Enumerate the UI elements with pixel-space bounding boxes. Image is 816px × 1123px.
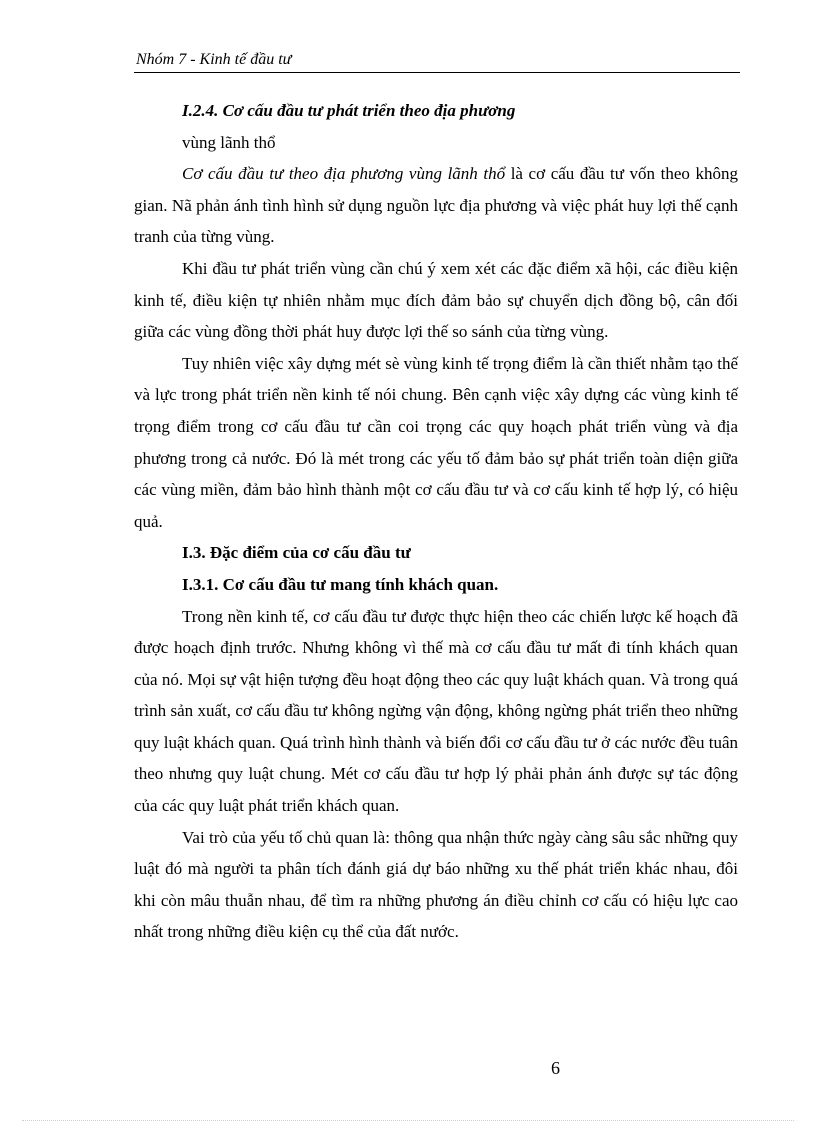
section-heading-1-2-4-continued: vùng lãnh thổ (182, 132, 276, 152)
paragraph-regional-development: Khi đầu tư phát triển vùng cần chú ý xem xét các đặc điểm xã hội, các điều kiện kinh tế, điều kiện tự nhiên nhằm mục đích đảm bảo sự chuyển dịch đồng bộ, cân đối giữa các vùng đồng thời phát huy được lợi thế so sánh của từng vùng. (134, 258, 738, 342)
section-heading-1-3: I.3. Đặc điểm của cơ cấu đầu tư (182, 543, 411, 563)
paragraph-regional-structure-text: là cơ cấu đầu tư vốn theo không gian. Nã phản ánh tình hình sử dụng nguồn lực địa phương và việc phát huy lợi thế cạnh tranh của từng vùng. (134, 164, 738, 247)
page-bottom-divider (22, 1120, 794, 1121)
document-body (134, 95, 738, 948)
page-header (134, 48, 740, 73)
paragraph-key-economic-zones: Tuy nhiên việc xây dựng mét sè vùng kinh tế trọng điểm là cần thiết nhằm tạo thế và lực trong phát triển nền kinh tế nói chung. Bên cạnh việc xây dựng các vùng kinh tế trọng điểm trong cơ cấu đầu tư cần coi trọng các quy hoạch phát triển vùng và địa phương trong cả nước. Đó là mét trong các yếu tố đảm bảo sự phát triển toàn diện giữa các vùng miền, đảm bảo hình thành một cơ cấu đầu tư và cơ cấu kinh tế hợp lý, có hiệu quả. (134, 353, 738, 531)
header-title: Nhóm 7 - Kinh tế đầu tư (136, 51, 292, 68)
section-heading-1-3-1: I.3.1. Cơ cấu đầu tư mang tính khách quan. (182, 574, 499, 594)
term-regional-structure: Cơ cấu đầu tư theo địa phương vùng lãnh thổ (182, 164, 506, 184)
page-number: 6 (551, 1058, 560, 1078)
section-heading-1-2-4: I.2.4. Cơ cấu đầu tư phát triển theo địa phương (182, 101, 516, 120)
paragraph-regional-structure (134, 158, 738, 253)
paragraph-objectivity: Trong nền kinh tế, cơ cấu đầu tư được thực hiện theo các chiến lược kế hoạch đã được hoạch định trước. Nhưng không vì thế mà cơ cấu đầu tư mất đi tính khách quan của nó. Mọi sự vật hiện tượng đều hoạt động theo các quy luật khách quan. Và trong quá trình sản xuất, cơ cấu đầu tư không ngừng vận động, không ngừng phát triển theo những quy luật khách quan. Quá trình hình thành và biến đổi cơ cấu đầu tư ở các nước đều tuân theo nhưng quy luật chung. Mét cơ cấu đầu tư hợp lý phải phản ánh được sự tác động của các quy luật phát triển khách quan. (134, 606, 739, 816)
paragraph-subjective-role: Vai trò của yếu tố chủ quan là: thông qua nhận thức ngày càng sâu sắc những quy luật đó mà người ta phân tích đánh giá dự báo những xu thế phát triển khác nhau, đôi khi còn mâu thuẫn nhau, để tìm ra những phương án điều chỉnh cơ cấu có hiệu lực cao nhất trong những điều kiện cụ thể của đất nước. (134, 827, 738, 942)
